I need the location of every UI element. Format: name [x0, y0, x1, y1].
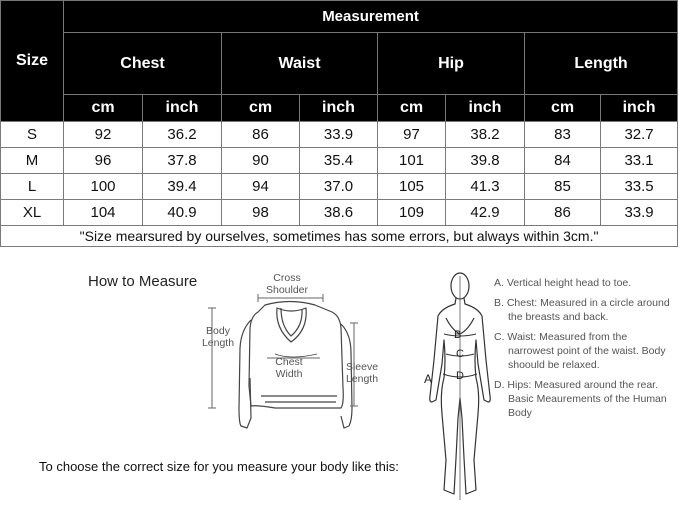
table-row	[1, 148, 678, 174]
note-d: D. Hips: Measured around the rear. Basic Meaurements of the Human Body	[494, 379, 667, 419]
size-cell: M	[1, 148, 64, 174]
size-cell: S	[1, 122, 64, 148]
table-cell: 97	[378, 122, 446, 148]
unit-header: inch	[446, 95, 525, 122]
label-sleeve-length: Sleeve Length	[345, 361, 379, 385]
table-cell: 37.0	[300, 174, 378, 200]
how-to-measure-title: How to Measure	[88, 273, 198, 290]
table-cell: 33.5	[601, 174, 678, 200]
unit-header: cm	[222, 95, 300, 122]
letter-b: B	[454, 329, 462, 341]
unit-header: inch	[601, 95, 678, 122]
table-cell: 36.2	[143, 122, 222, 148]
table-cell: 96	[64, 148, 143, 174]
measurement-header: Measurement	[64, 1, 678, 33]
table-cell: 92	[64, 122, 143, 148]
note-b: B. Chest: Measured in a circle around the breasts and back.	[494, 297, 670, 323]
table-row	[1, 200, 678, 226]
label-chest-width: Chest Width	[275, 356, 303, 380]
unit-header: cm	[64, 95, 143, 122]
table-cell: 84	[525, 148, 601, 174]
size-cell: L	[1, 174, 64, 200]
unit-header: cm	[525, 95, 601, 122]
note-a: A. Vertical height head to toe.	[494, 277, 632, 289]
group-header-chest: Chest	[64, 33, 222, 95]
unit-header: inch	[300, 95, 378, 122]
table-cell: 39.8	[446, 148, 525, 174]
table-cell: 41.3	[446, 174, 525, 200]
table-cell: 33.1	[601, 148, 678, 174]
label-cross-shoulder: Cross Shoulder	[265, 272, 309, 296]
size-chart-table	[0, 0, 678, 247]
measurement-notes	[494, 276, 674, 426]
table-cell: 33.9	[601, 200, 678, 226]
unit-header: inch	[143, 95, 222, 122]
table-cell: 39.4	[143, 174, 222, 200]
table-cell: 42.9	[446, 200, 525, 226]
table-cell: 109	[378, 200, 446, 226]
table-row	[1, 122, 678, 148]
table-cell: 85	[525, 174, 601, 200]
size-header: Size	[1, 1, 64, 122]
table-cell: 35.4	[300, 148, 378, 174]
letter-a: A	[424, 372, 433, 386]
table-cell: 32.7	[601, 122, 678, 148]
table-cell: 104	[64, 200, 143, 226]
table-row	[1, 174, 678, 200]
table-cell: 38.6	[300, 200, 378, 226]
table-cell: 98	[222, 200, 300, 226]
body-figure-diagram	[420, 268, 500, 504]
table-cell: 86	[222, 122, 300, 148]
table-cell: 101	[378, 148, 446, 174]
table-cell: 100	[64, 174, 143, 200]
table-footnote: "Size mearsured by ourselves, sometimes has some errors, but always within 3cm."	[1, 226, 678, 247]
letter-d: D	[456, 370, 464, 382]
table-cell: 33.9	[300, 122, 378, 148]
group-header-waist: Waist	[222, 33, 378, 95]
label-body-length: Body Length	[201, 325, 235, 349]
letter-c: C	[456, 348, 464, 360]
table-cell: 37.8	[143, 148, 222, 174]
table-cell: 83	[525, 122, 601, 148]
table-cell: 90	[222, 148, 300, 174]
group-header-hip: Hip	[378, 33, 525, 95]
table-cell: 105	[378, 174, 446, 200]
group-header-length: Length	[525, 33, 678, 95]
note-c: C. Waist: Measured from the narrowest point of the waist. Body shoould be relaxed.	[494, 331, 666, 371]
size-cell: XL	[1, 200, 64, 226]
table-cell: 86	[525, 200, 601, 226]
instruction-text: To choose the correct size for you measure your body like this:	[39, 459, 399, 474]
unit-header: cm	[378, 95, 446, 122]
table-cell: 40.9	[143, 200, 222, 226]
table-cell: 94	[222, 174, 300, 200]
table-cell: 38.2	[446, 122, 525, 148]
